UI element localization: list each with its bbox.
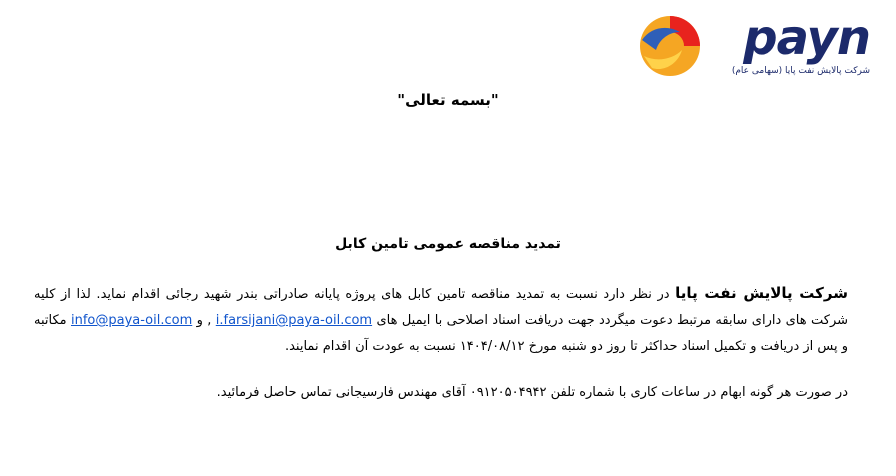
body-text-1: در نظر دارد نسبت به تمدید مناقصه تامین کابل های پروژه پایانه صادراتی بندر شهید رجائی اقدام نماید. لذا از کلیه شرکت های دارای سابقه مرتبط دعوت میگردد جهت دریافت اسناد اصلاحی با ایمیل های — [34, 287, 849, 328]
logo-wordmark: payn — [743, 10, 870, 66]
body-and: , و — [192, 313, 216, 328]
basmala-heading: "بسمه تعالی" — [397, 91, 499, 109]
logo-tagline: شرکت پالایش نفت پایا (سهامی عام) — [731, 66, 870, 76]
email-link-info[interactable]: info@paya-oil.com — [70, 313, 193, 328]
document-title: تمدید مناقصه عمومی تامین کابل — [335, 236, 561, 252]
company-logo — [636, 10, 872, 88]
contact-paragraph: در صورت هر گونه ابهام در ساعات کاری با شماره تلفن ۰۹۱۲۰۵۰۴۹۴۲ آقای مهندس فارسیجانی تماس حاصل فرمائید. — [216, 385, 848, 400]
announcement-paragraph — [34, 280, 848, 360]
email-link-farsijani[interactable]: i.farsijani@paya-oil.com — [215, 313, 373, 328]
company-name: شرکت پالایش نفت پایا — [675, 284, 848, 302]
body-text-2: مکاتبه و پس از دریافت و تکمیل اسناد حداکثر تا روز دو شنبه مورخ ۱۴۰۴/۰۸/۱۲ نسبت به عودت آن اقدام نمایند. — [34, 313, 848, 354]
